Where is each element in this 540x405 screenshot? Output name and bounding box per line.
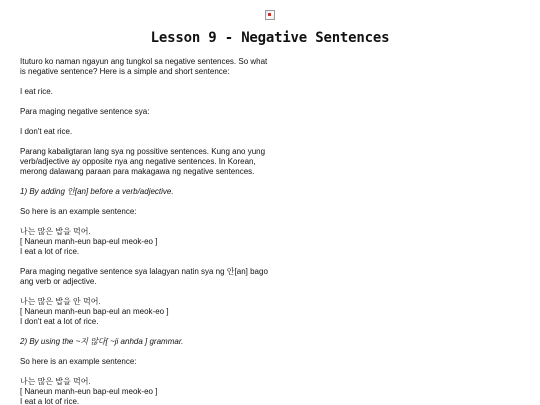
page-title: Lesson 9 - Negative Sentences [150, 30, 390, 46]
method2-example-english: I eat a lot of rice. [20, 397, 80, 405]
example-negative: I don't eat rice. [20, 127, 73, 136]
intro-paragraph: Ituturo ko naman ngayun ang tungkol sa negative sentences. So what is negative sentence? Here is a simple and short sentence: [20, 57, 268, 76]
explanation-paragraph: Parang kabaligtaran lang sya ng possitive sentences. Kung ano yung verb/adjective ay opposite nya ang negative sentences. In Korean, merong dalawang paraan para makagawa ng negative sentences. [20, 147, 266, 176]
broken-image-icon [265, 10, 275, 20]
negative-intro: Para maging negative sentence sya: [20, 107, 150, 116]
method1-negative-korean: 나는 많은 밥을 안 먹어. [20, 297, 101, 306]
method1-explanation: Para maging negative sentence sya lalagyan natin sya ng 안[an] bago ang verb or adjective. [20, 267, 268, 286]
method1-heading [20, 187, 270, 197]
method2-example-korean: 나는 많은 밥을 먹어. [20, 377, 91, 386]
method1-heading-text: 1) By adding 안[an] before a verb/adjective. [20, 187, 174, 196]
method1-negative-english: I don't eat a lot of rice. [20, 317, 99, 326]
method1-example-korean: 나는 많은 밥을 먹어. [20, 227, 91, 236]
method1-example-english: I eat a lot of rice. [20, 247, 80, 256]
method1-example-romanization: [ Naneun manh-eun bap-eul meok-eo ] [20, 237, 158, 246]
method1-intro: So here is an example sentence: [20, 207, 137, 216]
method2-heading-text: 2) By using the ~지 않다[ ~ji anhda ] grammar. [20, 337, 184, 346]
lesson-content [20, 57, 270, 405]
method2-intro: So here is an example sentence: [20, 357, 137, 366]
method2-heading [20, 337, 270, 347]
method1-negative [20, 297, 270, 327]
method1-example [20, 227, 270, 257]
method2-example [20, 377, 270, 405]
method1-negative-romanization: [ Naneun manh-eun bap-eul an meok-eo ] [20, 307, 169, 316]
example-simple: I eat rice. [20, 87, 53, 96]
method2-example-romanization: [ Naneun manh-eun bap-eul meok-eo ] [20, 387, 158, 396]
